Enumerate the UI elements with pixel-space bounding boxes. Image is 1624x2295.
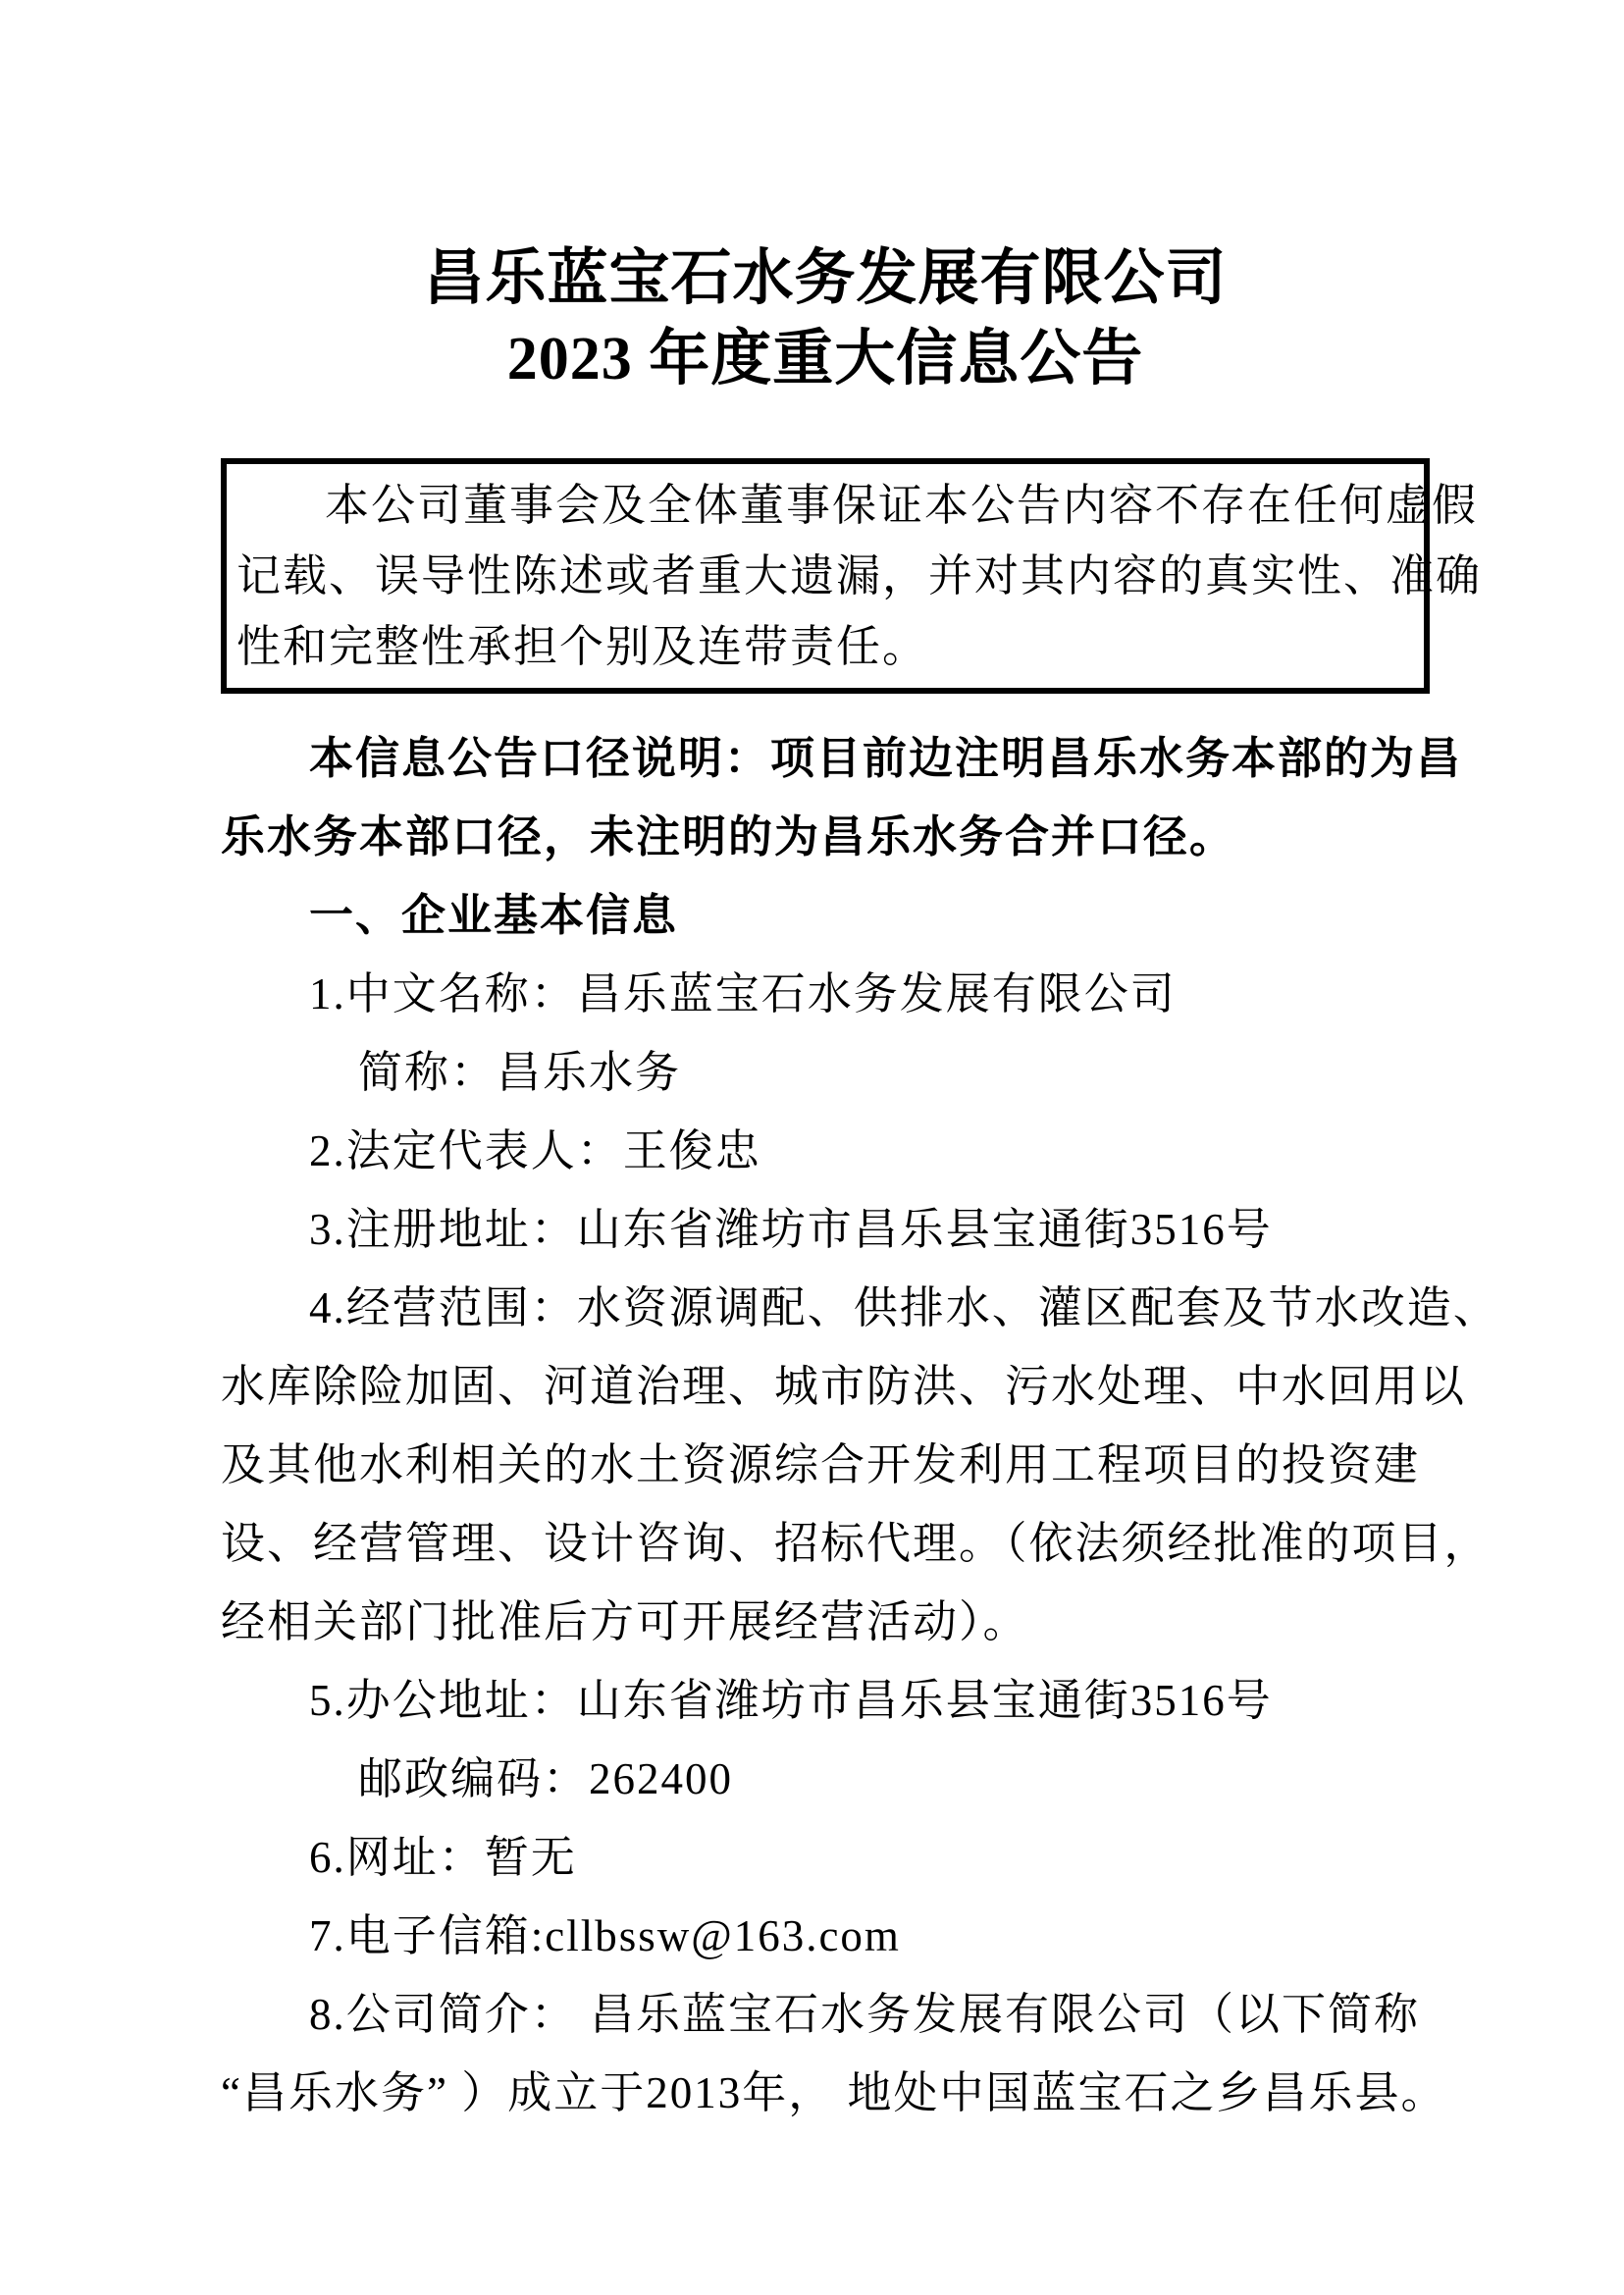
info-line: 及其他水利相关的水土资源综合开发利用工程项目的投资建 (221, 1440, 1421, 1489)
company-info-list (221, 955, 1499, 2132)
disclaimer-line: 记载、误导性陈述或者重大遗漏，并对其内容的真实性、准确 (236, 551, 1483, 600)
section-heading: 一、企业基本信息 (309, 891, 679, 940)
disclaimer-line: 性和完整性承担个别及连带责任。 (236, 622, 929, 671)
caliber-note (221, 719, 1463, 876)
disclaimer-line: 本公司董事会及全体董事保证本公告内容不存在任何虚假 (325, 481, 1479, 530)
section-basic-info (221, 876, 1499, 2132)
info-line: 设、经营管理、设计咨询、招标代理。（依法须经批准的项目， (221, 1519, 1491, 1568)
document-content (221, 0, 1499, 2132)
info-line: 6.网址：暂无 (309, 1833, 577, 1882)
info-line: 简称：昌乐水务 (358, 1048, 682, 1097)
info-line: 4.经营范围：水资源调配、供排水、灌区配套及节水改造、 (309, 1283, 1499, 1332)
info-line: “昌乐水务” ）成立于2013年， 地处中国蓝宝石之乡昌乐县。 (221, 2068, 1447, 2117)
document-title (221, 0, 1430, 399)
document-title-line2: 2023 年度重大信息公告 (506, 326, 1144, 392)
info-line: 5.办公地址：山东省潍坊市昌乐县宝通街3516号 (309, 1676, 1273, 1725)
info-line: 3.注册地址：山东省潍坊市昌乐县宝通街3516号 (309, 1205, 1273, 1254)
caliber-note-line: 乐水务本部口径，未注明的为昌乐水务合并口径。 (221, 812, 1236, 861)
info-line: 水库除险加固、河道治理、城市防洪、污水处理、中水回用以 (221, 1362, 1467, 1411)
caliber-note-line: 本信息公告口径说明：项目前边注明昌乐水务本部的为昌 (309, 734, 1463, 783)
info-line: 1.中文名称：昌乐蓝宝石水务发展有限公司 (309, 969, 1177, 1018)
disclaimer-box (221, 458, 1483, 694)
info-line: 2.法定代表人：王俊忠 (309, 1126, 761, 1175)
document-title-line1: 昌乐蓝宝石水务发展有限公司 (423, 245, 1228, 312)
info-line: 邮政编码：262400 (358, 1754, 734, 1803)
info-line: 8.公司简介： 昌乐蓝宝石水务发展有限公司（以下简称 (309, 1990, 1421, 2039)
info-line: 7.电子信箱:cllbssw@163.com (309, 1911, 901, 1960)
info-line: 经相关部门批准后方可开展经营活动）。 (221, 1597, 1029, 1646)
